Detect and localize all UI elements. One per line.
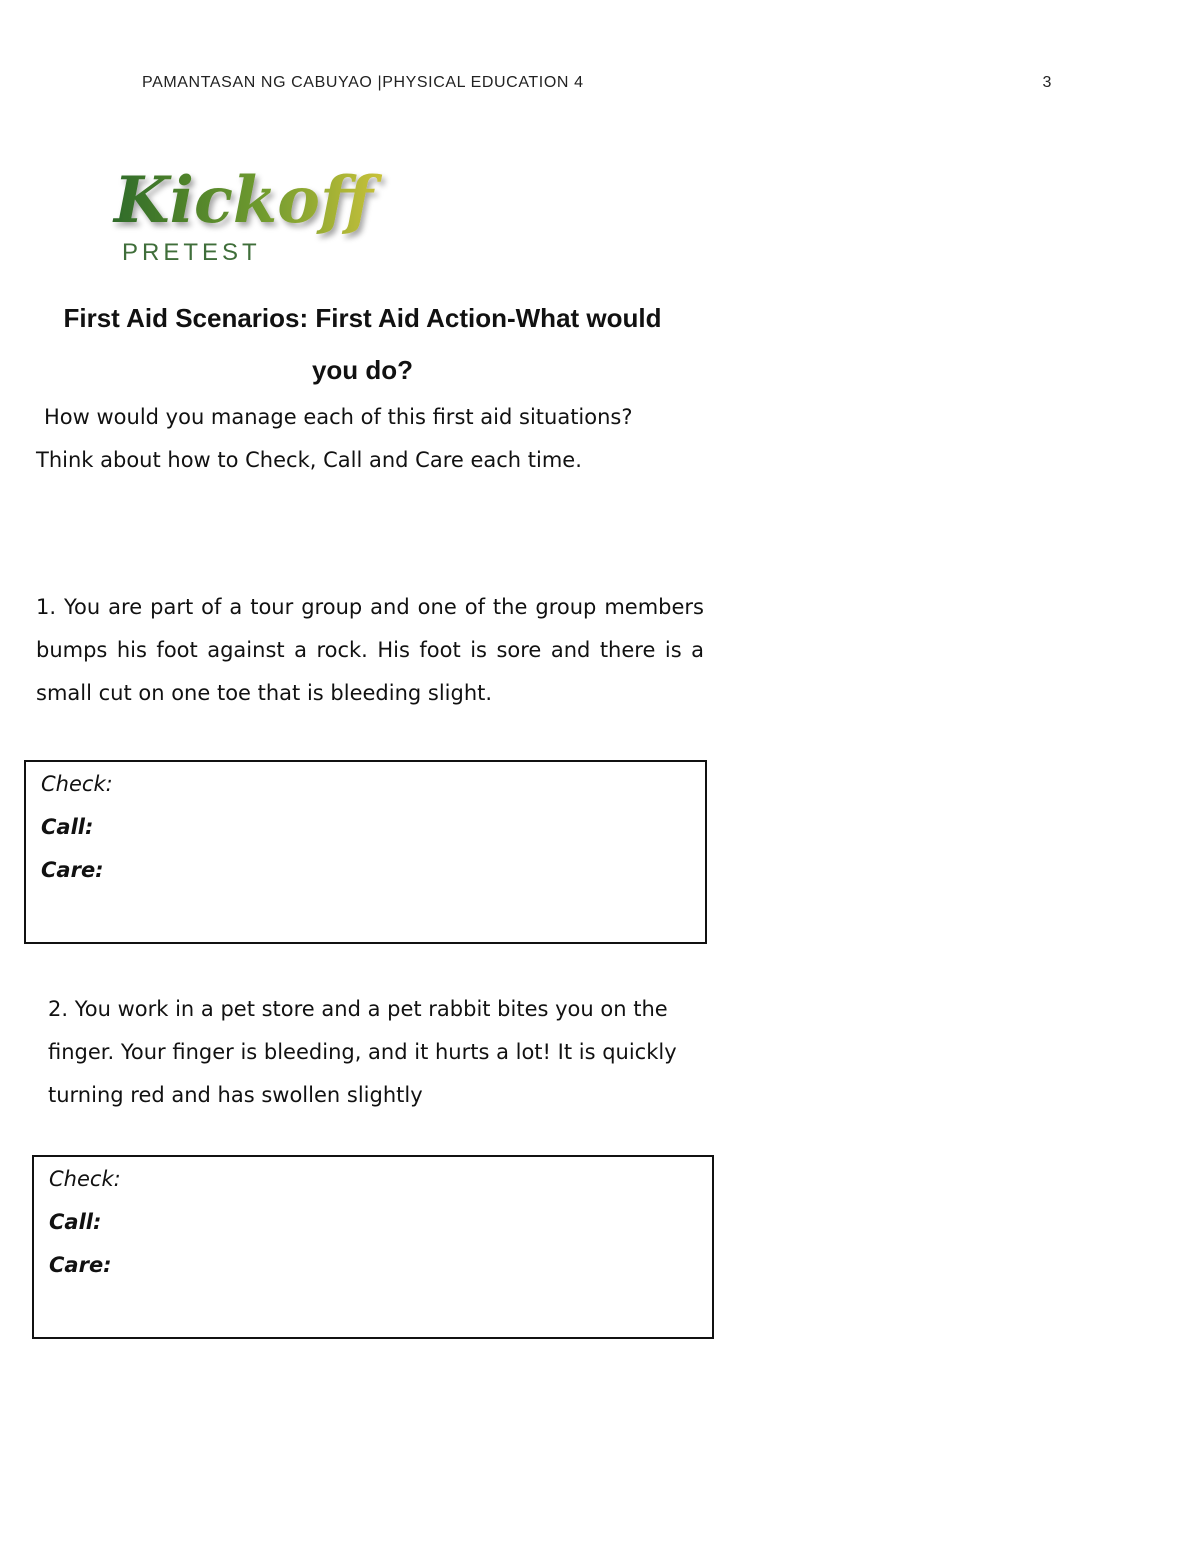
scenario-2 xyxy=(48,988,704,1117)
check-label: Check: xyxy=(49,1167,121,1191)
call-label: Call: xyxy=(49,1210,102,1234)
scenario-1-text: 1. You are part of a tour group and one of the group members bumps his foot against a rock. His foot is sore and there is a small cut on one toe that is bleeding slight. xyxy=(36,595,704,705)
page-header xyxy=(142,74,1052,98)
care-label: Care: xyxy=(49,1253,112,1277)
header-school-title: PAMANTASAN NG CABUYAO |PHYSICAL EDUCATION 4 xyxy=(142,74,584,91)
instructions xyxy=(36,396,716,482)
answer-box-2[interactable] xyxy=(32,1155,714,1339)
scenario-2-text: 2. You work in a pet store and a pet rabbit bites you on the finger. Your finger is bleeding, and it hurts a lot! It is quickly turning red and has swollen slightly xyxy=(48,997,677,1107)
logo-subtitle: PRETEST xyxy=(122,239,261,266)
care-label: Care: xyxy=(41,858,104,882)
call-label: Call: xyxy=(41,815,94,839)
title-line-1: First Aid Scenarios: First Aid Action-What would xyxy=(63,303,662,333)
instructions-line-1: How would you manage each of this first aid situations? xyxy=(44,405,633,429)
logo-word: Kickoff xyxy=(114,163,373,238)
check-label: Check: xyxy=(41,772,113,796)
page-title xyxy=(40,292,685,396)
instructions-line-2: Think about how to Check, Call and Care each time. xyxy=(36,448,582,472)
title-line-2: you do? xyxy=(311,355,414,385)
kickoff-pretest-logo xyxy=(112,150,373,270)
answer-box-1[interactable] xyxy=(24,760,707,944)
page-number: 3 xyxy=(1042,74,1052,91)
scenario-1 xyxy=(36,586,704,715)
